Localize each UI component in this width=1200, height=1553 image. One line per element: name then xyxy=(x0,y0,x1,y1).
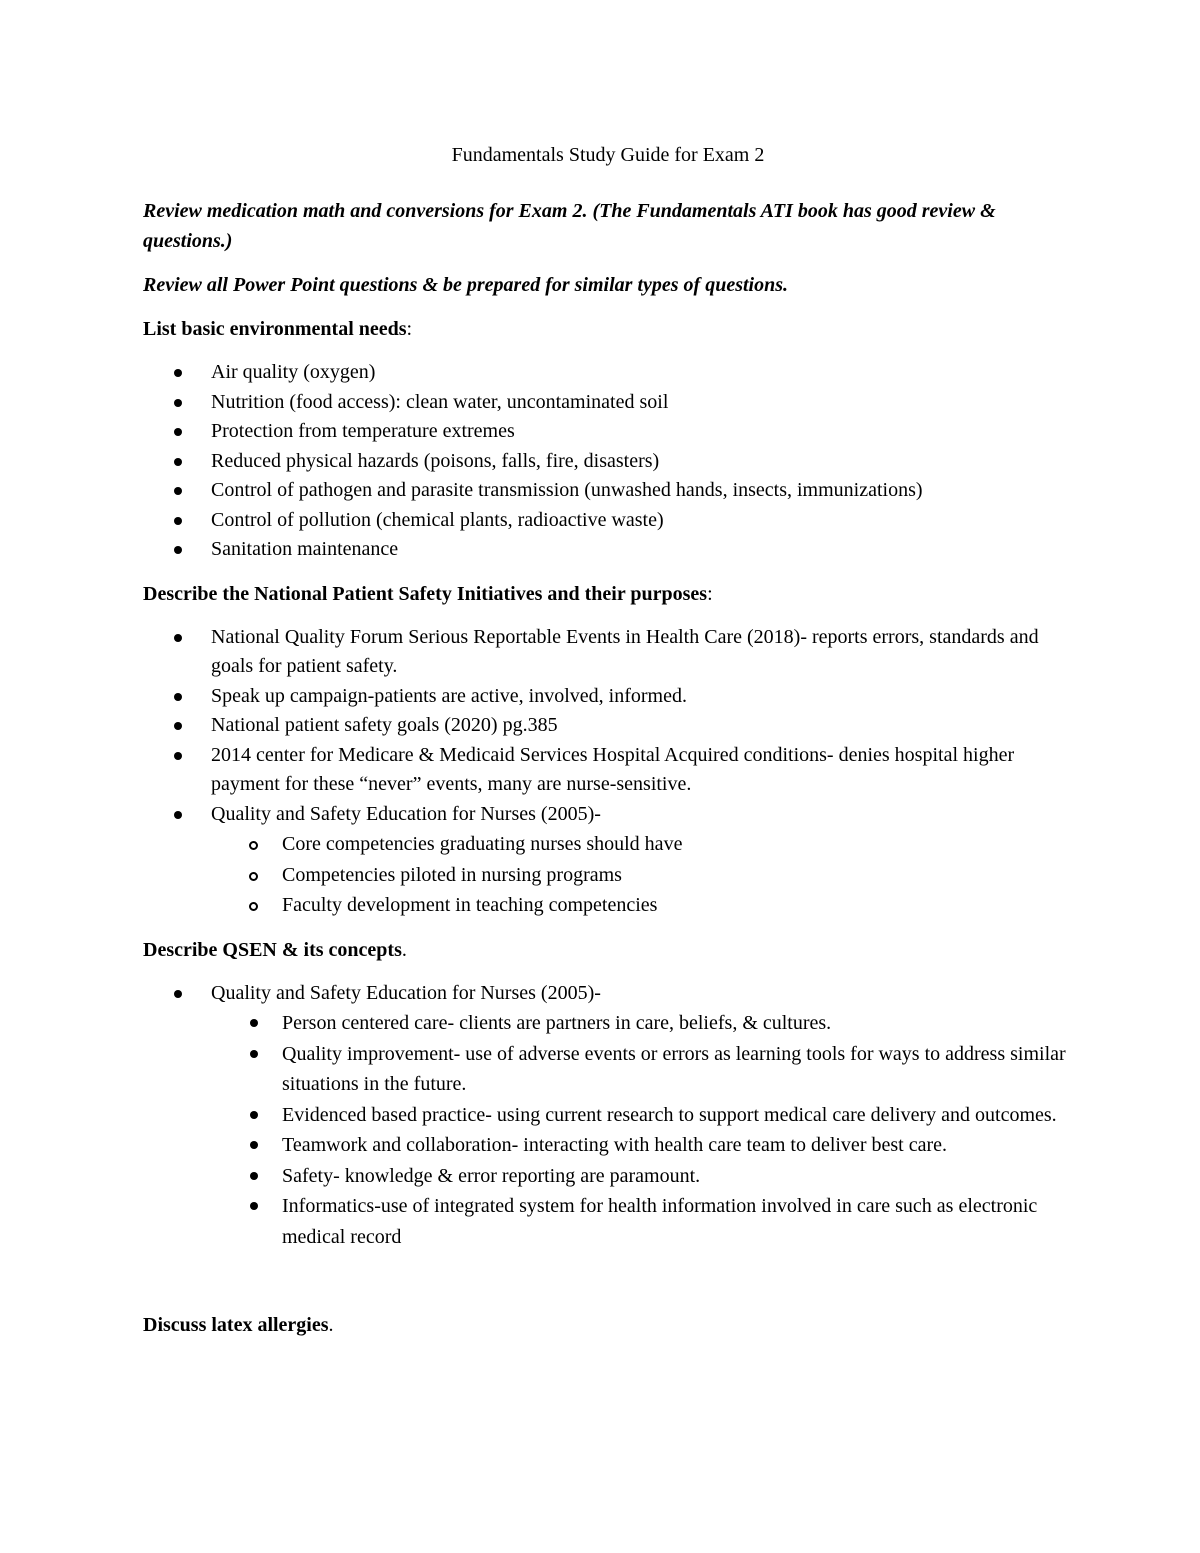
sub-list-item-text: Safety- knowledge & error reporting are paramount. xyxy=(282,1164,701,1187)
list-item-text: Quality and Safety Education for Nurses (2005)- xyxy=(211,802,601,825)
list-item-text: Air quality (oxygen) xyxy=(211,361,376,383)
heading-text: Discuss latex allergies xyxy=(143,1314,329,1336)
qsen-concepts-sublist xyxy=(211,1008,1073,1252)
list-item xyxy=(143,711,1073,741)
list-item-text: National Quality Forum Serious Reportable Events in Health Care (2018)- reports errors, standards and goals for patient safety. xyxy=(211,625,1039,677)
list-item xyxy=(143,741,1073,800)
circle-bullet-icon xyxy=(249,841,258,850)
sub-list-item-text: Teamwork and collaboration- interacting with health care team to deliver best care. xyxy=(282,1134,947,1156)
list-item-text: Control of pollution (chemical plants, radioactive waste) xyxy=(211,508,664,531)
bullet-icon xyxy=(250,1172,258,1180)
sub-list-item xyxy=(211,1191,1073,1252)
bullet-icon xyxy=(174,399,182,407)
bullet-icon xyxy=(174,458,182,466)
section-heading-qsen-concepts xyxy=(143,935,1073,965)
sub-list-item xyxy=(211,1100,1073,1131)
spacer xyxy=(143,1266,1073,1310)
section-heading-patient-safety-initiatives xyxy=(143,579,1073,609)
circle-bullet-icon xyxy=(249,902,258,911)
heading-punct: . xyxy=(328,1314,334,1336)
circle-bullet-icon xyxy=(249,872,258,881)
sub-list-item xyxy=(211,860,1073,891)
list-item xyxy=(143,535,1073,565)
list-item xyxy=(143,682,1073,712)
bullet-icon xyxy=(250,1019,258,1027)
bullet-icon xyxy=(174,428,182,436)
sub-list-item-text: Evidenced based practice- using current research to support medical care delivery and outcomes. xyxy=(282,1103,1057,1126)
heading-text: List basic environmental needs xyxy=(143,318,407,340)
document-page xyxy=(143,140,1073,1354)
bullet-icon xyxy=(174,369,182,377)
bullet-icon xyxy=(174,634,182,642)
list-item-text: Reduced physical hazards (poisons, falls, fire, disasters) xyxy=(211,449,660,472)
sub-list-item xyxy=(211,1039,1073,1100)
review-note-power-point: Review all Power Point questions & be prepared for similar types of questions. xyxy=(143,274,788,296)
list-item-text: Control of pathogen and parasite transmission (unwashed hands, insects, immunizations) xyxy=(211,479,923,501)
heading-punct: . xyxy=(401,938,407,961)
sub-list-item-text: Person centered care- clients are partners in care, beliefs, & cultures. xyxy=(282,1012,832,1034)
list-item-text: Nutrition (food access): clean water, uncontaminated soil xyxy=(211,390,669,413)
list-item-text: National patient safety goals (2020) pg.385 xyxy=(211,714,558,736)
list-item xyxy=(143,388,1073,418)
list-item xyxy=(143,417,1073,447)
environmental-needs-list xyxy=(143,358,1073,565)
sub-list-item-text: Faculty development in teaching competencies xyxy=(282,894,658,916)
bullet-icon xyxy=(250,1111,258,1119)
list-item xyxy=(143,447,1073,477)
bullet-icon xyxy=(174,693,182,701)
sub-list-item xyxy=(211,890,1073,921)
bullet-icon xyxy=(174,811,182,819)
list-item-text: Speak up campaign-patients are active, involved, informed. xyxy=(211,684,687,707)
sub-list-item xyxy=(211,1008,1073,1039)
sub-list-item-text: Competencies piloted in nursing programs xyxy=(282,863,622,886)
list-item-text: Sanitation maintenance xyxy=(211,538,399,560)
list-item xyxy=(143,979,1073,1253)
sub-list-item xyxy=(211,1130,1073,1161)
section-heading-environmental-needs xyxy=(143,314,1073,344)
list-item-text: Protection from temperature extremes xyxy=(211,420,515,442)
bullet-icon xyxy=(250,1202,258,1210)
heading-text: Describe QSEN & its concepts xyxy=(143,938,402,961)
bullet-icon xyxy=(174,752,182,760)
bullet-icon xyxy=(250,1050,258,1058)
heading-text: Describe the National Patient Safety Initiatives and their purposes xyxy=(143,582,708,605)
bullet-icon xyxy=(174,990,182,998)
list-item-text: Quality and Safety Education for Nurses (2005)- xyxy=(211,981,601,1004)
qsen-concepts-list xyxy=(143,979,1073,1253)
bullet-icon xyxy=(174,546,182,554)
sub-list-item xyxy=(211,829,1073,860)
document-title: Fundamentals Study Guide for Exam 2 xyxy=(451,144,765,166)
sub-list-item-text: Quality improvement- use of adverse events or errors as learning tools for ways to address similar situations in the future. xyxy=(282,1042,1066,1095)
sub-list-item xyxy=(211,1161,1073,1192)
heading-punct: : xyxy=(406,318,413,340)
heading-punct: : xyxy=(707,582,713,605)
list-item xyxy=(143,800,1073,921)
bullet-icon xyxy=(174,517,182,525)
bullet-icon xyxy=(174,722,182,730)
list-item xyxy=(143,623,1073,682)
bullet-icon xyxy=(174,487,182,495)
section-heading-latex-allergies xyxy=(143,1310,1073,1340)
review-note-medication-math: Review medication math and conversions for Exam 2. (The Fundamentals ATI book has good review & questions.) xyxy=(143,200,996,252)
sub-list-item-text: Core competencies graduating nurses should have xyxy=(282,833,683,855)
bullet-icon xyxy=(250,1141,258,1149)
list-item-text: 2014 center for Medicare & Medicaid Services Hospital Acquired conditions- denies hospital higher payment for these “never” events, many are nurse-sensitive. xyxy=(211,743,1015,795)
list-item xyxy=(143,358,1073,388)
patient-safety-initiatives-list xyxy=(143,623,1073,921)
qsen-goals-sublist xyxy=(211,829,1073,921)
list-item xyxy=(143,476,1073,506)
sub-list-item-text: Informatics-use of integrated system for health information involved in care such as electronic medical record xyxy=(282,1195,1038,1248)
list-item xyxy=(143,506,1073,536)
